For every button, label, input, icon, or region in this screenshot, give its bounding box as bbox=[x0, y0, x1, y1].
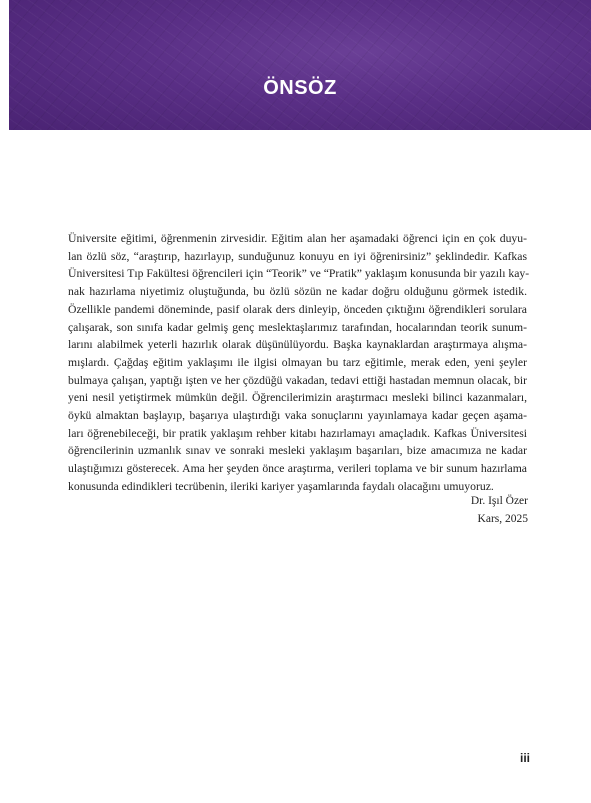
body-line: nak hazırlama niyetimiz oluştuğunda, bu özlü sözün ne kadar doğru olduğunu görmek istedik. bbox=[68, 285, 527, 299]
signature-block bbox=[471, 492, 528, 528]
body-line: öğrencilerinin uzmanlık sınav ve sonraki mesleki yaklaşım başarıları, bize amacımıza ne kadar bbox=[68, 444, 527, 458]
body-line: yeni nesil yetiştirmek mümkün değil. Öğrencilerimizin araştırmacı mesleki bilinci kazanmaları, bbox=[68, 391, 527, 405]
body-line: Üniversitesi Tıp Fakültesi öğrencileri için “Teorik” ve “Pratik” yaklaşım konusunda bir yazılı kay- bbox=[68, 267, 530, 281]
body-line: mışlardı. Çağdaş eğitim yaklaşımı ile ilgisi olmayan bu tarz eğitimle, merak eden, yeni şeyler bbox=[68, 355, 527, 369]
body-line: ulaştığımızı gösterecek. Ama her şeyden önce araştırma, verileri toplama ve bir sunum hazırlama bbox=[68, 462, 527, 476]
body-line: larını alabilmek yeterli hazırlık olarak düşünülüyordu. Başka kaynaklardan araştırmaya alışma- bbox=[68, 338, 527, 352]
body-line: Üniversite eğitimi, öğrenmenin zirvesidir. Eğitim alan her aşamadaki öğrenci için en çok duyu- bbox=[68, 232, 527, 245]
body-line: ları öğrenebileceği, bir pratik yaklaşım rehber kitabı hazırlamayı amaçladık. Kafkas Üniversitesi bbox=[68, 426, 527, 440]
place-date: Kars, 2025 bbox=[477, 513, 528, 525]
body-line: çalışarak, son sınıfa kadar gelmiş genç meslektaşlarımız tarafından, hocalarından teorik sunum- bbox=[68, 320, 527, 334]
author-name: Dr. Işıl Özer bbox=[470, 495, 528, 507]
foreword-body bbox=[68, 230, 530, 496]
body-line: lan özlü söz, “araştırıp, hazırlayıp, sunduğunuz konuyu en iyi öğrenirsiniz” şeklindedir. Kafkas bbox=[68, 249, 527, 263]
body-line: bulmaya çalışan, yaptığı işten ve her çözdüğü vakadan, tedavi ettiği hastadan memnun olacak, bir bbox=[68, 373, 527, 387]
page-number: iii bbox=[519, 751, 530, 765]
body-line: öykü almaktan başlayıp, başarıya ulaştırdığı vaka sonuçlarını yayınlamaya kadar geçen aşama- bbox=[68, 409, 527, 423]
page-title: ÖNSÖZ bbox=[263, 77, 337, 99]
body-line: Özellikle pandemi döneminde, pasif olarak ders dinleyip, önceden çıktığını öğrendikleri sorulara bbox=[68, 302, 527, 316]
header-banner bbox=[9, 0, 591, 130]
body-line: konusunda edindikleri tecrübenin, ileriki kariyer yaşamlarında faydalı olacağını umuyoruz. bbox=[68, 479, 494, 493]
